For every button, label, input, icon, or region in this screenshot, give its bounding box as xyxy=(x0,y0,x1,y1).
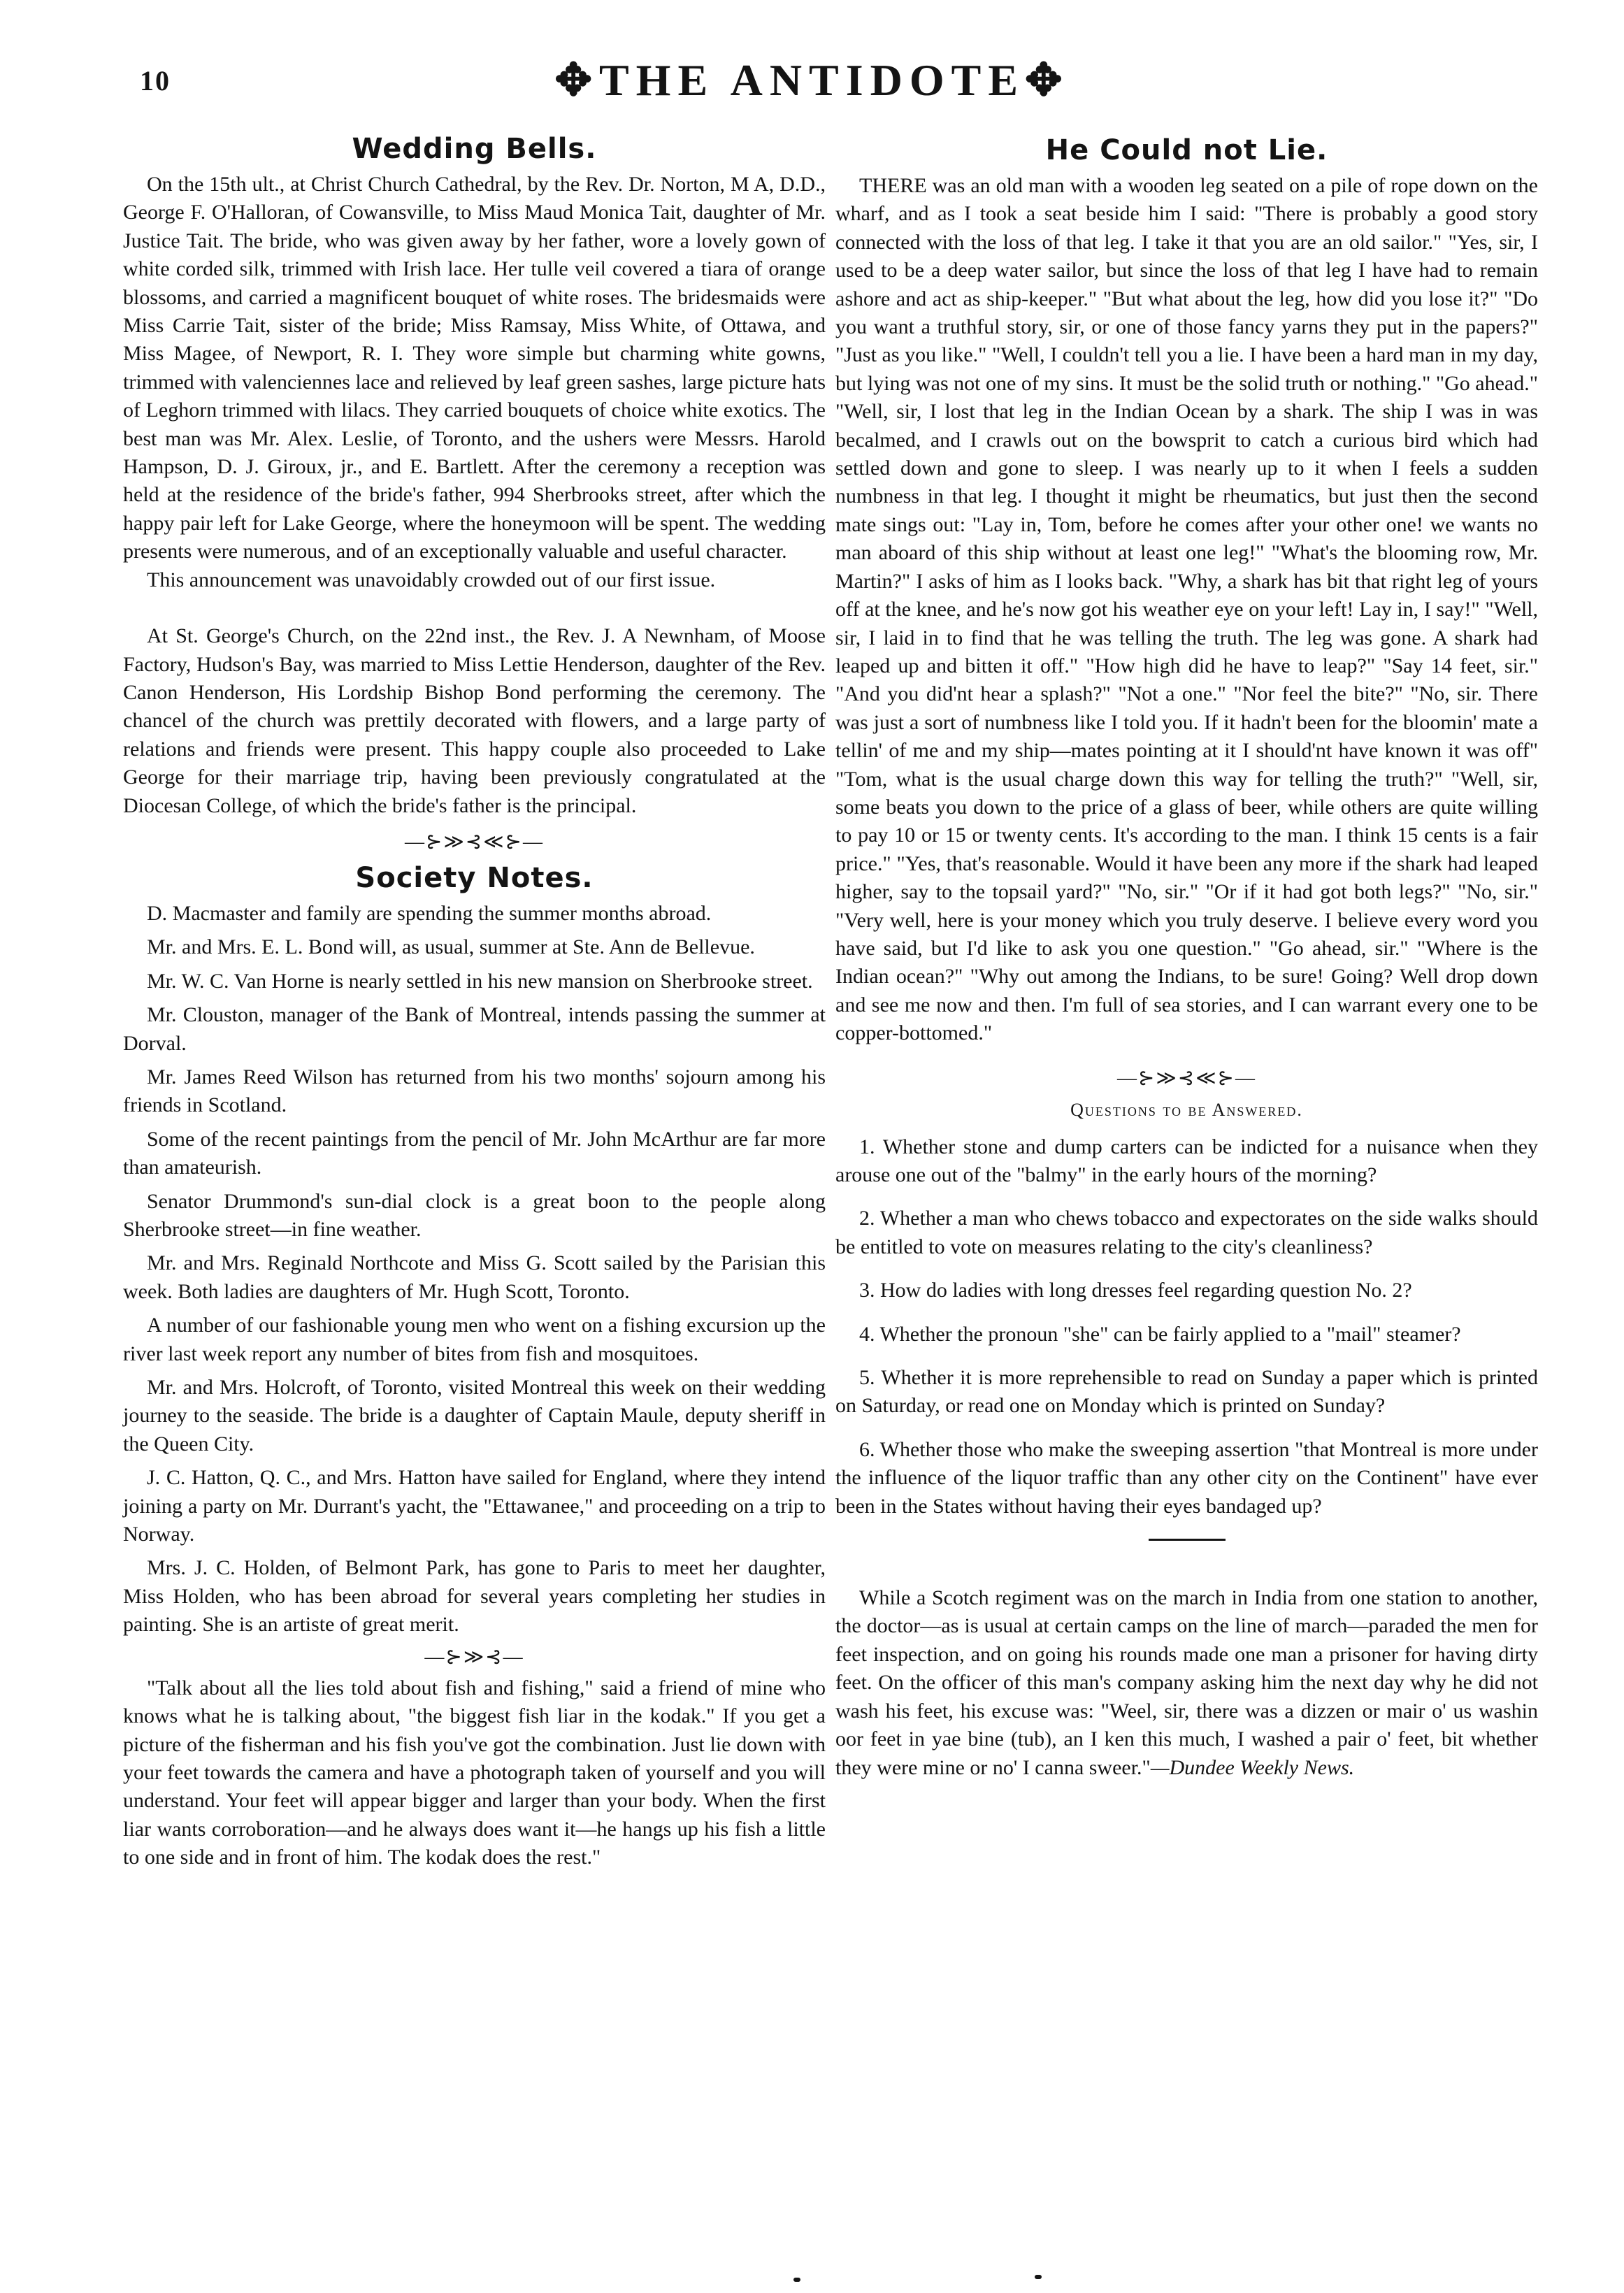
fish-story-paragraph: "Talk about all the lies told about fish and fishing," said a friend of mine who knows what he is talking about, "the biggest fish liar in the kodak." If you get a picture of the fisherman and his fish you've got the combination. Just lie down with your feet towards the camera and have a photograph taken of yourself and you will understand. Your feet will appear bigger and larger than your body. When the first liar wants corroboration—and he always does want it—he hangs up his fish a little to one side and in front of him. The kodak does the rest." xyxy=(123,1676,826,1869)
scotch-regiment-story xyxy=(835,1584,1538,1782)
he-could-not-lie-heading: He Could not Lie. xyxy=(1045,134,1328,166)
left-column xyxy=(123,133,826,1872)
question-item: 4. Whether the pronoun "she" can be fairly applied to a "mail" steamer? xyxy=(859,1322,1461,1346)
ornament-divider: —⊱≫⊰— xyxy=(424,1646,524,1668)
society-note: Mr. W. C. Van Horne is nearly settled in his new mansion on Sherbrooke street. xyxy=(147,969,813,993)
questions-heading: Questions to be Answered. xyxy=(1070,1099,1303,1120)
society-note: D. Macmaster and family are spending the summer months abroad. xyxy=(147,901,712,925)
question-item: 5. Whether it is more reprehensible to read on Sunday a paper which is printed on Saturday, or read one on Monday which is printed on Sunday? xyxy=(835,1366,1538,1418)
society-note: Mr. James Reed Wilson has returned from his two months' sojourn among his friends in Scotland. xyxy=(123,1065,826,1117)
question-item: 2. Whether a man who chews tobacco and expectorates on the side walks should be entitled to vote on measures relating to the city's cleanliness? xyxy=(835,1207,1538,1258)
society-note: Some of the recent paintings from the pencil of Mr. John McArthur are far more than amateurish. xyxy=(123,1127,826,1179)
wedding-paragraph-3: At St. George's Church, on the 22nd inst., the Rev. J. A Newnham, of Moose Factory, Hudson's Bay, was married to Miss Lettie Henderson, daughter of the Rev. Canon Henderson, His Lordship Bishop Bond performing the ceremony. The chancel of the church was prettily decorated with flowers, and a large party of relations and friends were present. This happy couple also proceeded to Lake George for their marriage trip, having been previously congratulated at the Diocesan College, of which the bride's father is the principal. xyxy=(123,624,826,817)
scotch-story-body: While a Scotch regiment was on the march in India from one station to another, the doctor—as is usual at certain camps on the line of march—paraded the men for feet inspection, and on going his rounds made one man a prisoner for having dirty feet. On the officer of this man's company asking him the next day why he did not wash his feet, his excuse was: "Weel, sir, there was a dizzen or mair o' us washin oor feet in yae bine (tub), an I ken this much, I washed a pair o' feet, bit whether they were mine or no' I canna sweer." xyxy=(835,1586,1538,1779)
scan-speck xyxy=(793,2278,800,2282)
scan-speck xyxy=(1035,2275,1042,2279)
question-item: 6. Whether those who make the sweeping assertion "that Montreal is more under the influence of the liquor traffic than any other city on the Continent" have ever been in the States without having their eyes bandaged up? xyxy=(835,1437,1538,1518)
society-note: J. C. Hatton, Q. C., and Mrs. Hatton have sailed for England, where they intend joining a party on Mr. Durrant's yacht, the "Ettawanee," and proceeding on a trip to Norway. xyxy=(123,1466,826,1546)
society-note: Mr. Clouston, manager of the Bank of Montreal, intends passing the summer at Dorval. xyxy=(123,1003,826,1055)
society-note: Mr. and Mrs. E. L. Bond will, as usual, summer at Ste. Ann de Bellevue. xyxy=(147,935,755,959)
wedding-bells-heading: Wedding Bells. xyxy=(352,133,597,165)
society-note: Mrs. J. C. Holden, of Belmont Park, has gone to Paris to meet her daughter, Miss Holden, who has been abroad for several years completing her studies in painting. She is an artiste of great merit. xyxy=(123,1556,826,1637)
ornament-divider: —⊱≫⊰≪⊱— xyxy=(404,831,544,853)
society-notes-list xyxy=(123,900,826,1639)
question-item: 1. Whether stone and dump carters can be indicted for a nuisance when they arouse one out of the "balmy" in the early hours of the morning? xyxy=(835,1135,1538,1186)
ornament-divider: —⊱≫⊰≪⊱— xyxy=(1116,1067,1256,1089)
questions-list xyxy=(835,1133,1538,1521)
section-rule xyxy=(1149,1539,1226,1541)
question-item: 3. How do ladies with long dresses feel regarding question No. 2? xyxy=(859,1279,1412,1302)
he-could-not-lie-story: THERE was an old man with a wooden leg seated on a pile of rope down on the wharf, and as I took a seat beside him I said: "There is probably a good story connected with the loss of that leg. I take it that you are an old sailor." "Yes, sir, I used to be a deep water sailor, but since the loss of that leg I have had to remain ashore and act as ship-keeper." "But what about the leg, how did you lose it?" "Do you want a truthful story, sir, or one of those fancy yarns they put in the papers?" "Just as you like." "Well, I couldn't tell you a lie. I have been a hard man in my day, but lying was not one of my sins. It must be the solid truth or nothing." "Go ahead." "Well, sir, I lost that leg in the Indian Ocean by a shark. The ship I was in was becalmed, and I crawls out on the bowsprit to catch a curious bird which had settled down and gone to sleep. I was nearly up to it when I feels a sudden numbness in that leg. I thought it might be rheumatics, but just then the second mate sings out: "Lay in, Tom, before he comes after your other one! we wants no man aboard of this ship without at least one leg!" "What's the blooming row, Mr. Martin?" I asks of him as I looks back. "Why, a shark has bit that right leg of yours off at the knee, and he's now got his weather eye on your left! Lay in, I say!" "Well, sir, I laid in to find that he was telling the truth. The leg was gone. A shark had leaped up and bitten it off." "How high did he have to leap?" "Say 14 feet, sir." "And you did'nt hear a splash?" "Not a one." "Nor feel the bite?" "No, sir. There was just a sort of numbness like I told you. If it hadn't been for the bloomin' mate a tellin' of me and my ship—mates pointing at it I should'nt have known it was off" "Tom, what is the usual charge down this way for telling the truth?" "Well, sir, some beats you down to the price of a glass of beer, while others are quite willing to pay 10 or 15 or twenty cents. It's according to the man. I think 15 cents is a fair price." "Yes, that's reasonable. Would it have been any more if the shark had leaped higher, say to the topsail yard?" "No, sir." "Or if it had got both legs?" "No, sir." "Very well, here is your money which you truly deserve. I believe every word you have said, but I'd like to ask you one question." "Go ahead, sir." "Where is the Indian ocean?" "Why out among the Indians, to be sure! Going? Well drop down and see me now and then. I'm full of sea stories, and I can warrant every one to be copper-bottomed." xyxy=(835,174,1538,1045)
society-notes-heading: Society Notes. xyxy=(355,861,594,894)
wedding-paragraph-1: On the 15th ult., at Christ Church Cathedral, by the Rev. Dr. Norton, M A, D.D., George F. O'Halloran, of Cowansville, to Miss Maud Monica Tait, daughter of Mr. Justice Tait. The bride, who was given away by her father, wore a lovely gown of white corded silk, trimmed with Irish lace. Her tulle veil covered a tiara of orange blossoms, and carried a magnificent bouquet of white roses. The bridesmaids were Miss Carrie Tait, sister of the bride; Miss Ramsay, Miss White, of Ottawa, and Miss Magee, of Newport, R. I. They wore simple but charming white gowns, trimmed with valenciennes lace and relieved by leaf green sashes, large picture hats of Leghorn trimmed with lilacs. They carried bouquets of choice white exotics. The best man was Mr. Alex. Leslie, of Toronto, and the ushers were Messrs. Harold Hampson, D. J. Giroux, jr., and E. Bartlett. After the ceremony a reception was held at the residence of the bride's father, 994 Sherbrooks street, after which the happy pair left for Lake George, where the honeymoon will be spent. The wedding presents were numerous, and of an exceptionally valuable and useful character. xyxy=(123,173,826,563)
masthead: ✥THE ANTIDOTE✥ xyxy=(554,55,1070,105)
society-note: A number of our fashionable young men who went on a fishing excursion up the river last week report any number of bites from fish and mosquitoes. xyxy=(123,1314,826,1365)
scotch-story-source: —Dundee Weekly News. xyxy=(1150,1755,1355,1779)
page-number: 10 xyxy=(140,65,171,96)
right-column xyxy=(835,133,1538,1782)
wedding-paragraph-2: This announcement was unavoidably crowded out of our first issue. xyxy=(147,568,716,591)
society-note: Mr. and Mrs. Holcroft, of Toronto, visited Montreal this week on their wedding journey to the seaside. The bride is a daughter of Captain Maule, deputy sheriff in the Queen City. xyxy=(123,1376,826,1455)
society-note: Senator Drummond's sun-dial clock is a great boon to the people along Sherbrooke street—in fine weather. xyxy=(123,1189,826,1241)
society-note: Mr. and Mrs. Reginald Northcote and Miss G. Scott sailed by the Parisian this week. Both ladies are daughters of Mr. Hugh Scott, Toronto. xyxy=(123,1251,826,1303)
